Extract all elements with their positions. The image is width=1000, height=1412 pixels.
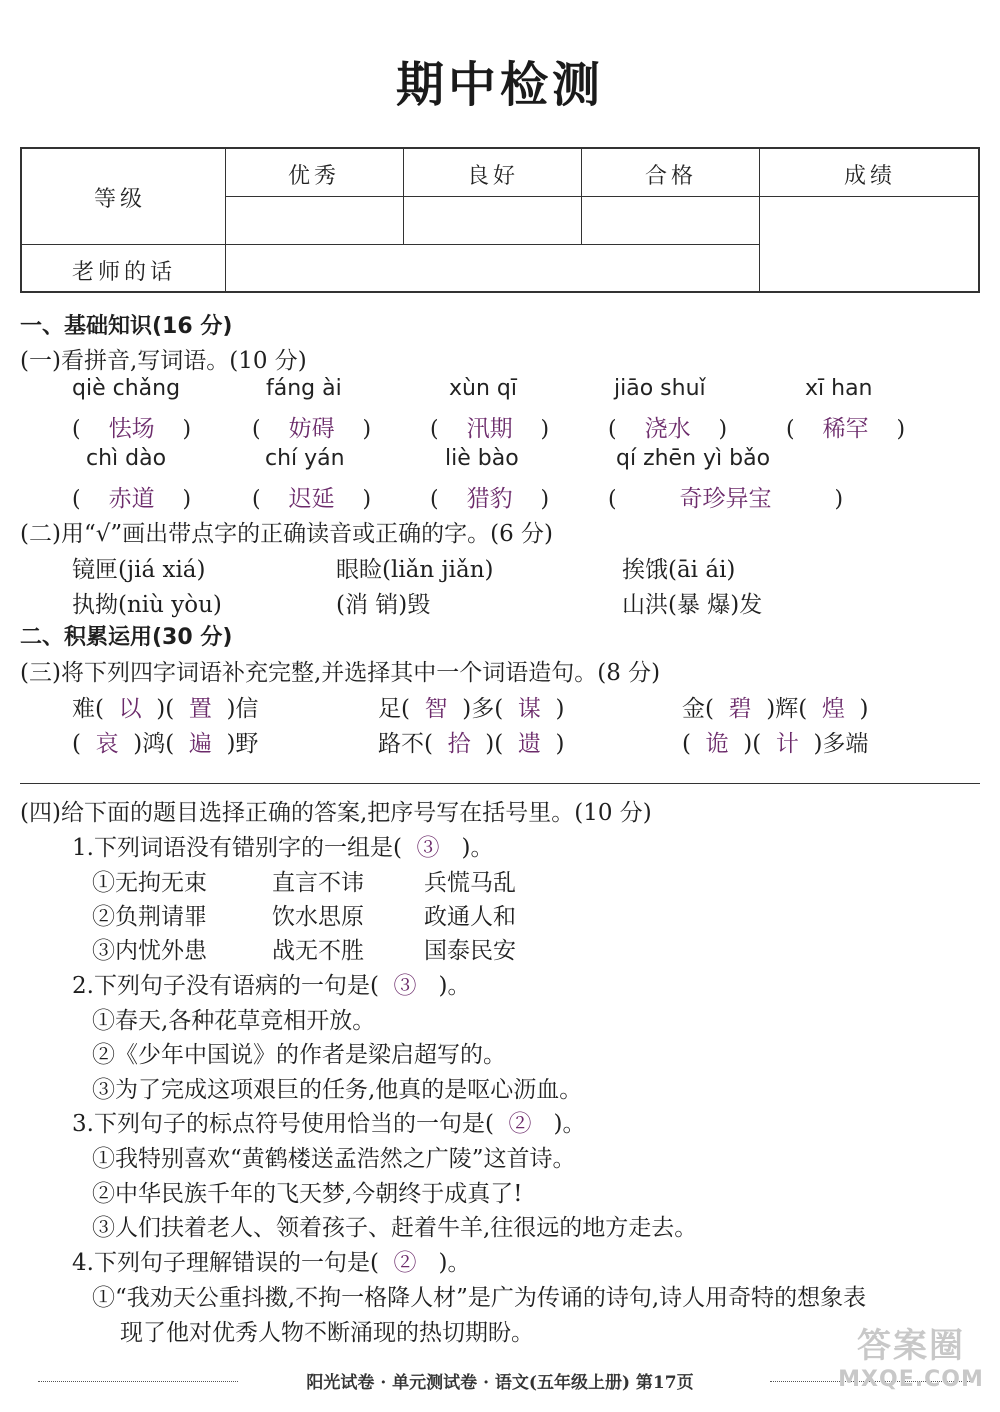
q2-label: (二)用“√”画出带点字的正确读音或正确的字。(6 分) [20,521,554,547]
q2-item: 眼睑(liǎn jiǎn) [336,557,494,583]
idiom-fill: 路不( 拾 )( 遗 ) [378,731,565,757]
idiom-fill: 难( 以 )( 置 )信 [72,696,259,722]
grade-table [20,147,980,293]
q4-label: (四)给下面的题目选择正确的答案,把序号写在括号里。(10 分) [20,800,652,826]
option: ③为了完成这项艰巨的任务,他真的是呕心沥血。 [92,1077,583,1103]
option-continued: 现了他对优秀人物不断涌现的热切期盼。 [120,1320,534,1346]
answer-text: 浇水 [644,416,691,442]
grade-header-good: 良好 [467,164,520,189]
option: ③人们扶着老人、领着孩子、赶着牛羊,往很远的地方走去。 [92,1215,698,1241]
answer-box: ( 怯场 ) [72,416,192,442]
q3-label: (三)将下列四字词语补充完整,并选择其中一个词语造句。(8 分) [20,660,661,686]
answer-text: 赤道 [108,486,155,512]
answer-text: 稀罕 [822,416,869,442]
pinyin: xùn qī [449,376,517,401]
option: 国泰民安 [424,938,516,964]
option: ①“我劝天公重抖擞,不拘一格降人材”是广为传诵的诗句,诗人用奇特的想象表 [92,1285,867,1311]
pinyin: qí zhēn yì bǎo [616,446,771,471]
watermark-logo: 答案圈 MXQE.COM [838,1326,984,1392]
q2-item: 挨饿(āi ái) [622,557,736,583]
answer-box: ( 浇水 ) [608,416,728,442]
answer-text: 汛期 [466,416,513,442]
answer-box: ( 迟延 ) [252,486,372,512]
answer-box: ( 赤道 ) [72,486,192,512]
option: ③内忧外患 [92,938,207,964]
pinyin: fáng ài [266,376,342,401]
idiom-fill: 足( 智 )多( 谋 ) [378,696,565,722]
option: ②负荆请罪 [92,904,207,930]
question-stem: 4.下列句子理解错误的一句是( ② )。 [72,1250,471,1276]
pinyin: jiāo shuǐ [614,376,706,401]
option: ②中华民族千年的飞天梦,今朝终于成真了! [92,1181,523,1207]
grade-label: 等级 [94,187,147,212]
answer-box: ( 妨碍 ) [252,416,372,442]
option: 政通人和 [424,904,516,930]
question-stem: 2.下列句子没有语病的一句是( ③ )。 [72,973,471,999]
answer-text: 怯场 [108,416,155,442]
page-title: 期中检测 [395,57,604,113]
grade-header-pass: 合格 [645,164,698,189]
option: 战无不胜 [272,938,364,964]
pinyin: liè bào [445,446,519,471]
question-stem: 3.下列句子的标点符号使用恰当的一句是( ② )。 [72,1111,586,1137]
answer-text: 迟延 [288,486,335,512]
option: ①春天,各种花草竞相开放。 [92,1008,376,1034]
option: ①无拘无束 [92,870,207,896]
section-1-heading: 一、基础知识(16 分) [20,314,233,339]
option: 直言不讳 [272,870,364,896]
pinyin: chì dào [86,446,167,471]
page-footer: 阳光试卷 · 单元测试卷 · 语文(五年级上册) 第17页 [306,1373,694,1393]
option: 兵慌马乱 [424,870,516,896]
teacher-comment-label: 老师的话 [72,260,177,285]
q2-item: (消 销)毁 [336,592,431,618]
option: 饮水思原 [272,904,364,930]
q2-item: 执拗(niù yòu) [72,592,222,618]
pinyin: qiè chǎng [72,376,181,401]
answer-text: 妨碍 [288,416,335,442]
q2-item: 山洪(暴 爆)发 [622,592,763,618]
answer-text: 奇珍异宝 [679,486,772,512]
idiom-fill: 金( 碧 )辉( 煌 ) [682,696,869,722]
answer-box: ( 奇珍异宝 ) [608,486,844,512]
q1-label: (一)看拼音,写词语。(10 分) [20,348,307,374]
answer-box: ( 稀罕 ) [786,416,906,442]
option: ②《少年中国说》的作者是梁启超写的。 [92,1042,506,1068]
q2-item: 镜匣(jiá xiá) [72,557,206,583]
option: ①我特别喜欢“黄鹤楼送孟浩然之广陵”这首诗。 [92,1146,576,1172]
pinyin: xī han [805,376,873,401]
section-2-heading: 二、积累运用(30 分) [20,625,233,650]
grade-header-excellent: 优秀 [288,164,341,189]
answer-box: ( 猎豹 ) [430,486,550,512]
answer-text: 猎豹 [466,486,513,512]
idiom-fill: ( 诡 )( 计 )多端 [682,731,869,757]
answer-box: ( 汛期 ) [430,416,550,442]
question-stem: 1.下列词语没有错别字的一组是( ③ )。 [72,835,494,861]
pinyin: chí yán [265,446,345,471]
idiom-fill: ( 哀 )鸿( 遍 )野 [72,731,259,757]
grade-header-score: 成绩 [844,164,897,189]
sentence-answer-line [20,783,980,784]
